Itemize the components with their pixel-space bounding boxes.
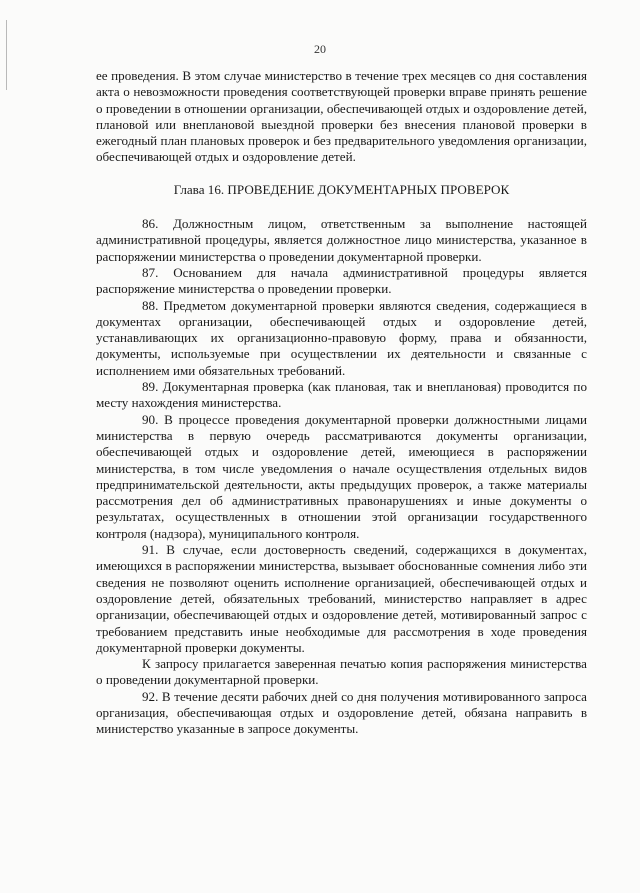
paragraph-92: 92. В течение десяти рабочих дней со дня получения мотивированного запроса организация, обеспечивающая отдых и оздоровление детей, обязана направить в министерство указанные в запросе документы. [96, 688, 587, 737]
chapter-heading: Глава 16. ПРОВЕДЕНИЕ ДОКУМЕНТАРНЫХ ПРОВЕРОК [173, 181, 510, 197]
paragraph-continuation: ее проведения. В этом случае министерство в течение трех месяцев со дня составления акта о невозможности проведения соответствующей проверки вправе принять решение о проведении в отношении организации, обеспечивающей отдых и оздоровление детей, плановой или внеплановой выездной проверки без внесения плановой проверки в ежегодный план плановых проверок и без предварительного уведомления организации, обеспечивающей отдых и оздоровление детей. [96, 68, 587, 165]
paragraph-86: 86. Должностным лицом, ответственным за выполнение настоящей административной процедуры, является должностное лицо министерства, указанное в распоряжении министерства о проведении документарной проверки. [96, 216, 587, 264]
paragraph-89: 89. Документарная проверка (как плановая, так и внеплановая) проводится по месту нахождения министерства. [96, 379, 587, 411]
paragraph-88: 88. Предметом документарной проверки являются сведения, содержащиеся в документах организации, обеспечивающей отдых и оздоровление детей, устанавливающих их организационно-правовую форму, права и обязанности, документы, используемые при осуществлении их деятельности и связанные с исполнением ими обязательных требований. [96, 297, 587, 378]
paragraph-91-attachment: К запросу прилагается заверенная печатью копия распоряжения министерства о проведении документарной проверки. [96, 656, 587, 688]
paragraph-91: 91. В случае, если достоверность сведений, содержащихся в документах, имеющихся в распоряжении министерства, вызывает обоснованные сомнения либо эти сведения не позволяют оценить исполнение организацией, обеспечивающей отдых и оздоровление детей, обязательных требований, министерство направляет в адрес организации, обеспечивающей отдых и оздоровление детей, мотивированный запрос с требованием представить иные необходимые для рассмотрения в ходе проведения документарной проверки документы. [96, 542, 587, 655]
paragraph-87: 87. Основанием для начала административной процедуры является распоряжение министерства о проведении проверки. [96, 264, 587, 297]
document-body [96, 68, 587, 738]
paragraph-90: 90. В процессе проведения документарной проверки должностными лицами министерства в первую очередь рассматриваются документы организации, обеспечивающей отдых и оздоровление детей, имеющиеся в распоряжении министерства, в том числе уведомления о начале осуществления отдельных видов предпринимательской деятельности, акты предыдущих проверок, а также материалы рассмотрения дел об административных правонарушениях и иные документы о результатах, осуществленных в отношении этой организации государственного контроля (надзора), муниципального контроля. [96, 411, 587, 541]
page-number: 20 [314, 42, 326, 56]
